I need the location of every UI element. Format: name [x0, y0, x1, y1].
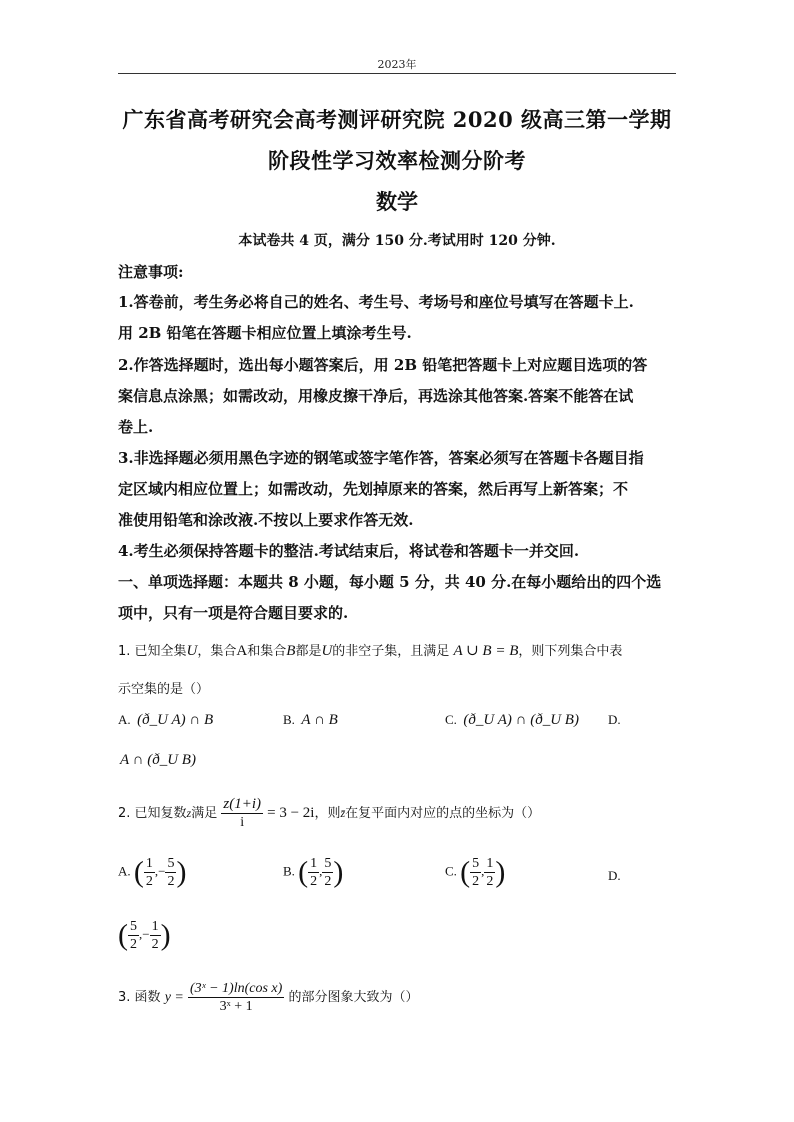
paren: )	[176, 855, 187, 889]
question-1-stem	[118, 640, 622, 660]
q1-option-c[interactable]	[445, 712, 579, 729]
option-label: B.	[283, 712, 295, 727]
fraction-numerator: 5	[167, 856, 175, 871]
fraction	[484, 855, 495, 890]
option-label: A.	[118, 712, 131, 727]
notice-heading: 注意事项:	[118, 263, 184, 281]
q1-option-d[interactable]	[608, 712, 621, 728]
option-label: D.	[608, 868, 621, 883]
question-2-stem	[118, 796, 540, 831]
paren: )	[333, 855, 344, 889]
fraction-denominator: 2	[324, 874, 332, 889]
math-expr: A ∩ B	[301, 712, 338, 728]
notice-line: 2.作答选择题时，选出每小题答案后，用 2B 铅笔把答题卡上对应题目选项的答	[118, 356, 648, 374]
fraction-numerator: 5	[130, 919, 137, 934]
math-expr: A ∩ (ð_U B)	[120, 752, 196, 768]
math-var: U	[186, 643, 198, 659]
q2-option-b[interactable]	[283, 855, 343, 890]
subject-title: 数学	[376, 189, 418, 214]
option-label: C.	[445, 863, 457, 879]
paren: )	[160, 918, 171, 952]
math-var: z̄	[340, 806, 346, 820]
separator: ,	[319, 863, 323, 879]
header-rule	[118, 73, 676, 74]
question-1-stem-line2: 示空集的是（）	[118, 682, 210, 697]
fraction-denominator: 2	[130, 937, 137, 952]
notice-line: 1.答卷前，考生务必将自己的姓名、考生号、考场号和座位号填写在答题卡上.	[118, 293, 634, 311]
q2-option-d[interactable]	[608, 868, 621, 884]
paren: )	[495, 855, 506, 889]
q1-text: ，集合	[197, 644, 237, 659]
q1-option-d-content	[120, 752, 196, 769]
fraction-denominator: 2	[310, 874, 318, 889]
option-label: A.	[118, 863, 131, 879]
notice-line: 用 2B 铅笔在答题卡相应位置上填涂考生号.	[118, 324, 412, 342]
separator: ,	[481, 863, 485, 879]
fraction-numerator: (3ˣ − 1)ln(cos x)	[190, 981, 283, 996]
notice-line: 卷上.	[118, 418, 154, 436]
math-expr: A ∪ B = B	[453, 643, 519, 659]
fraction-denominator: 2	[167, 874, 175, 889]
fraction	[165, 855, 176, 890]
q2-text: 2. 已知复数	[118, 806, 187, 821]
math-expr: (ð_U A) ∩ B	[137, 712, 214, 728]
q1-text: 都是	[295, 644, 322, 659]
notice-line: 3.非选择题必须用黑色字迹的钢笔或签字笔作答，答案必须写在答题卡各题目指	[118, 449, 644, 467]
paren: (	[298, 855, 309, 889]
q3-fraction	[188, 980, 284, 1015]
fraction-denominator: i	[240, 815, 245, 830]
fraction-denominator: 3ˣ + 1	[219, 999, 253, 1014]
fraction-numerator: 5	[472, 856, 480, 871]
paren: (	[460, 855, 471, 889]
option-label: D.	[608, 712, 621, 727]
question-3-stem	[118, 980, 418, 1015]
q1-text: ，则下列集合中表	[518, 644, 623, 659]
fraction	[150, 918, 161, 953]
exam-info: 本试卷共 4 页，满分 150 分.考试用时 120 分钟.	[238, 233, 556, 249]
fraction-denominator: 2	[145, 874, 153, 889]
q1-option-b[interactable]	[283, 712, 338, 729]
notice-line: 4.考生必须保持答题卡的整洁.考试结束后，将试卷和答题卡一并交回.	[118, 542, 580, 560]
q1-text: 和集合	[247, 644, 287, 659]
fraction-numerator: 1	[486, 856, 494, 871]
math-expr: = 3 − 2i	[267, 805, 315, 821]
math-expr: (ð_U A) ∩ (ð_U B)	[463, 712, 579, 728]
q1-text: 的非空子集，且满足	[332, 644, 450, 659]
separator: ,−	[139, 926, 150, 942]
q2-fraction	[221, 796, 263, 831]
notice-line: 定区域内相应位置上；如需改动，先划掉原来的答案，然后再写上新答案；不	[118, 480, 629, 498]
q1-text: 1. 已知全集	[118, 644, 187, 659]
fraction	[144, 855, 155, 890]
q2-text: ，则	[314, 806, 341, 821]
math-var: B	[286, 643, 296, 659]
separator: ,−	[154, 863, 166, 879]
q2-text: 满足	[191, 806, 218, 821]
section-heading: 项中，只有一项是符合题目要求的.	[118, 604, 349, 622]
paren: (	[118, 918, 128, 952]
notice-line: 准使用铅笔和涂改液.不按以上要求作答无效.	[118, 511, 414, 529]
q3-text: 的部分图象大致为（）	[288, 990, 419, 1005]
math-var: U	[321, 643, 333, 659]
fraction-denominator: 2	[151, 937, 159, 952]
fraction-numerator: 1	[151, 919, 159, 934]
q2-option-c[interactable]	[445, 855, 505, 890]
fraction	[128, 918, 139, 953]
math-var: z	[186, 806, 192, 820]
option-label: C.	[445, 712, 457, 727]
q1-option-a[interactable]	[118, 712, 213, 729]
fraction	[308, 855, 319, 890]
fraction-numerator: z(1+i)	[223, 796, 261, 812]
paren: (	[133, 855, 144, 889]
math-expr: y =	[164, 990, 184, 1005]
q2-option-d-content	[118, 918, 171, 953]
q2-text: 在复平面内对应的点的坐标为（）	[345, 806, 541, 821]
notice-line: 案信息点涂黑；如需改动，用橡皮擦干净后，再选涂其他答案.答案不能答在试	[118, 387, 634, 405]
fraction-numerator: 1	[310, 856, 318, 871]
option-label: B.	[283, 863, 295, 879]
math-var: A	[236, 643, 248, 659]
fraction	[470, 855, 481, 890]
section-heading: 一、单项选择题：本题共 8 小题，每小题 5 分，共 40 分.在每小题给出的四个选	[118, 573, 662, 591]
exam-title-line2: 阶段性学习效率检测分阶考	[268, 148, 526, 173]
fraction-denominator: 2	[486, 874, 494, 889]
page-header-year: 2023年	[377, 58, 417, 71]
q2-option-a[interactable]	[118, 855, 186, 890]
exam-title-line1: 广东省高考研究会高考测评研究院 2020 级高三第一学期	[122, 107, 672, 132]
fraction	[322, 855, 333, 890]
fraction-denominator: 2	[472, 874, 480, 889]
q3-text: 3. 函数	[118, 990, 161, 1005]
fraction-numerator: 1	[145, 856, 153, 871]
fraction-numerator: 5	[324, 856, 332, 871]
